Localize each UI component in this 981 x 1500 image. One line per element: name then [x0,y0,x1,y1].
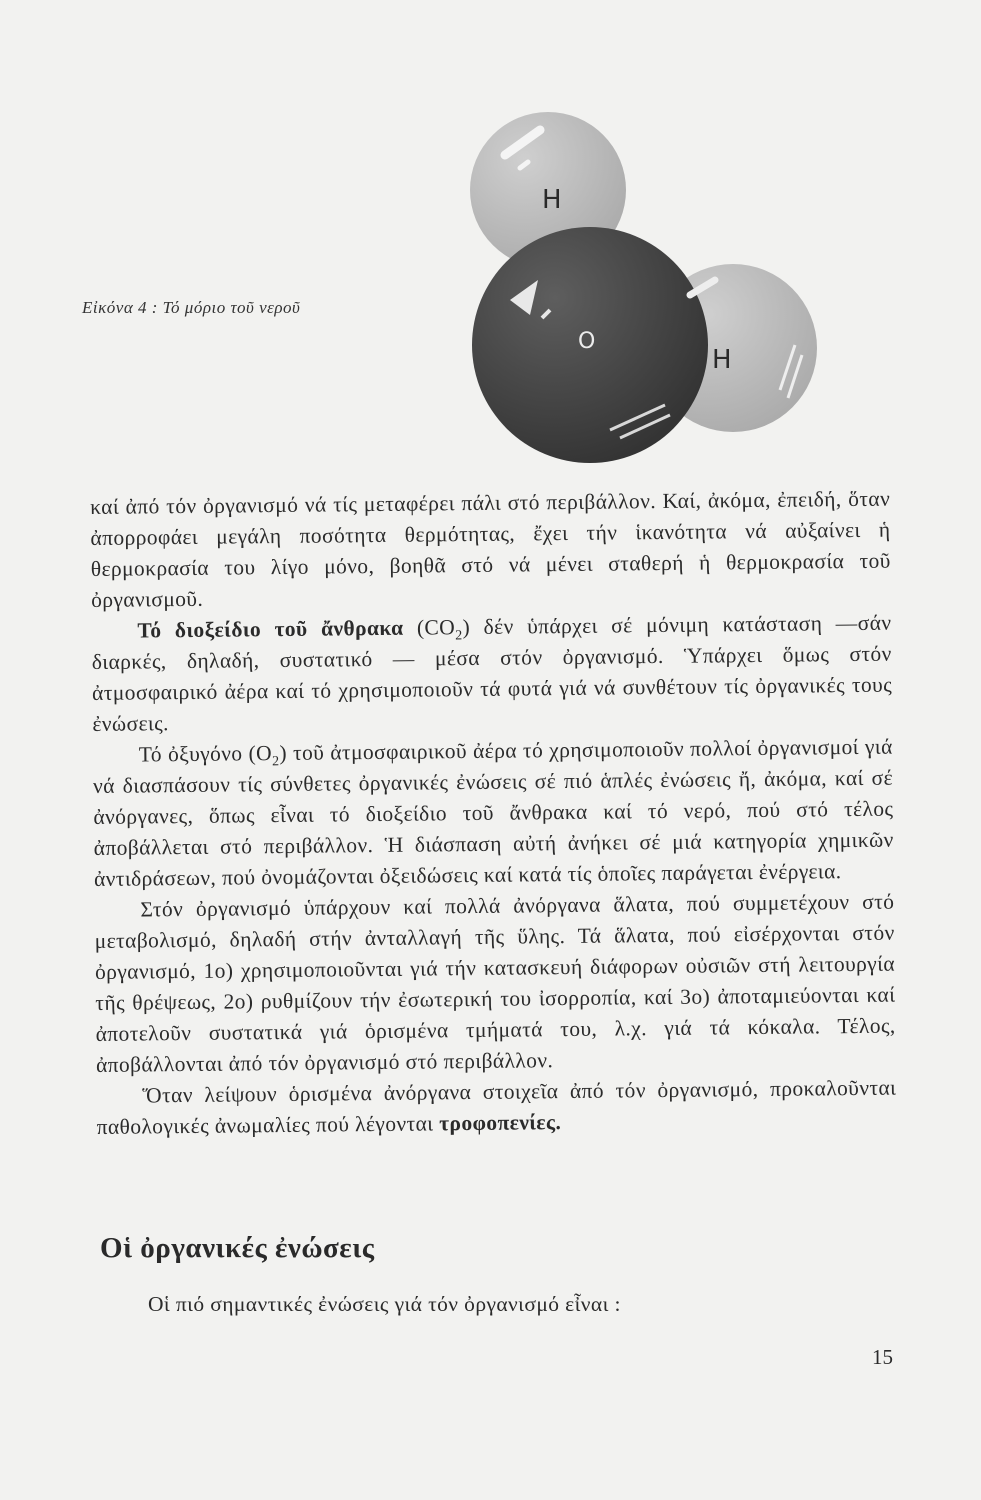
paragraph-2-text: δέν ὑπάρχει σέ μόνιμη κατάσταση —σάν διαρκές, δηλαδή, συστατικό — μέσα στόν ὀργανισμό. Ὑπάρχει ὅμως στόν ἀτμοσφαιρικό ἀέρα καί τό χρησιμοποιοῦν τά φυτά γιά νά συνθέτουν τίς ὀργανικές τους ἐνώσεις. [91,610,893,736]
term-trophopenies: τροφοπενίες. [439,1110,562,1136]
paragraph-3 [93,732,895,895]
atom-label-h-top: H [542,185,562,215]
paragraph-3-start: Τό ὀξυγόνο [138,741,243,767]
page-number: 15 [872,1345,893,1369]
paragraph-1: καί ἀπό τόν ὀργανισμό νά τίς μεταφέρει πάλι στό περιβάλλον. Καί, ἀκόμα, ἐπειδή, ὅταν ἀπορροφάει μεγάλη ποσότητα θερμότητας, ἔχει τήν ἱκανότητα νά αὐξαίνει ἡ θερμοκρασία του λίγο μόνο, βοηθᾶ στό νά μένει σταθερή ἡ θερμοκρασία τοῦ ὀργανισμοῦ. [90,486,891,612]
term-carbon-dioxide: Τό διοξείδιο τοῦ ἄνθρακα [137,615,404,643]
figure-caption: Εἰκόνα 4 : Τό μόριο τοῦ νεροῦ [82,298,301,317]
formula-co2: (CO [416,615,456,640]
formula-subscript: 2 [272,754,280,770]
section-intro: Οἱ πιό σημαντικές ἐνώσεις γιά τόν ὀργανισμό εἶναι : [148,1292,621,1316]
atom-label-o: O [578,329,596,354]
paragraph-5-text: Ὅταν λείψουν ὁρισμένα ἀνόργανα στοιχεῖα ἀπό τόν ὀργανισμό, προκαλοῦνται παθολογικές ἀνωμαλίες πού λέγονται [96,1075,897,1139]
formula-close: ) [279,740,288,766]
water-molecule-figure [450,100,830,480]
paragraph-4: Στόν ὀργανισμό ὑπάρχουν καί πολλά ἀνόργανα ἅλατα, πού συμμετέχουν στό μεταβολισμό, δηλαδή στήν ἀνταλλαγή τῆς ὕλης. Τά ἅλατα, πού εἰσέρχονται στόν ὀργανισμό, 1ο) χρησιμοποιοῦνται γιά τήν κατασκευή διάφορων οὐσιῶν στή λειτουργία τῆς θρέψεως, 2ο) ρυθμίζουν τήν ἐσωτερική του ἰσορροπία, καί 3ο) ἀποταμιεύονται καί ἀποτελοῦν συστατικά γιά ὁρισμένα τμήματά του, λ.χ. γιά τά κόκαλα. Τέλος, ἀποβάλλονται ἀπό τόν ὀργανισμό στό περιβάλλον. [94,889,896,1077]
formula-subscript: 2 [455,628,463,644]
paragraph-5 [96,1073,897,1143]
paragraph-2 [91,608,892,740]
formula-close: ) [462,615,471,640]
paragraph-3-text: τοῦ ἀτμοσφαιρικοῦ ἀέρα τό χρησιμοποιοῦν πολλοί ὀργανισμοί γιά νά διασπάσουν τίς σύνθετες ὀργανικές ἐνώσεις σέ πιό ἁπλές ἐνώσεις ἤ, ἀκόμα, καί σέ ἀνόργανες, ὅπως εἶναι τό διοξείδιο τοῦ ἄνθρακα καί τό νερό, πού στό τέλος ἀποβάλλεται στό περιβάλλον. Ἡ διάσπαση αὐτή ἀνήκει σέ μιά κατηγορία χημικῶν ἀντιδράσεων, πού ὀνομάζονται ὀξειδώσεις καί κατά τίς ὁποῖες παράγεται ἐνέργεια. [92,734,894,891]
body-text [90,484,897,1143]
formula-o2: (O [248,741,273,766]
section-heading: Οἱ ὀργανικές ἐνώσεις [100,1232,375,1264]
atom-label-h-right: H [712,345,732,375]
